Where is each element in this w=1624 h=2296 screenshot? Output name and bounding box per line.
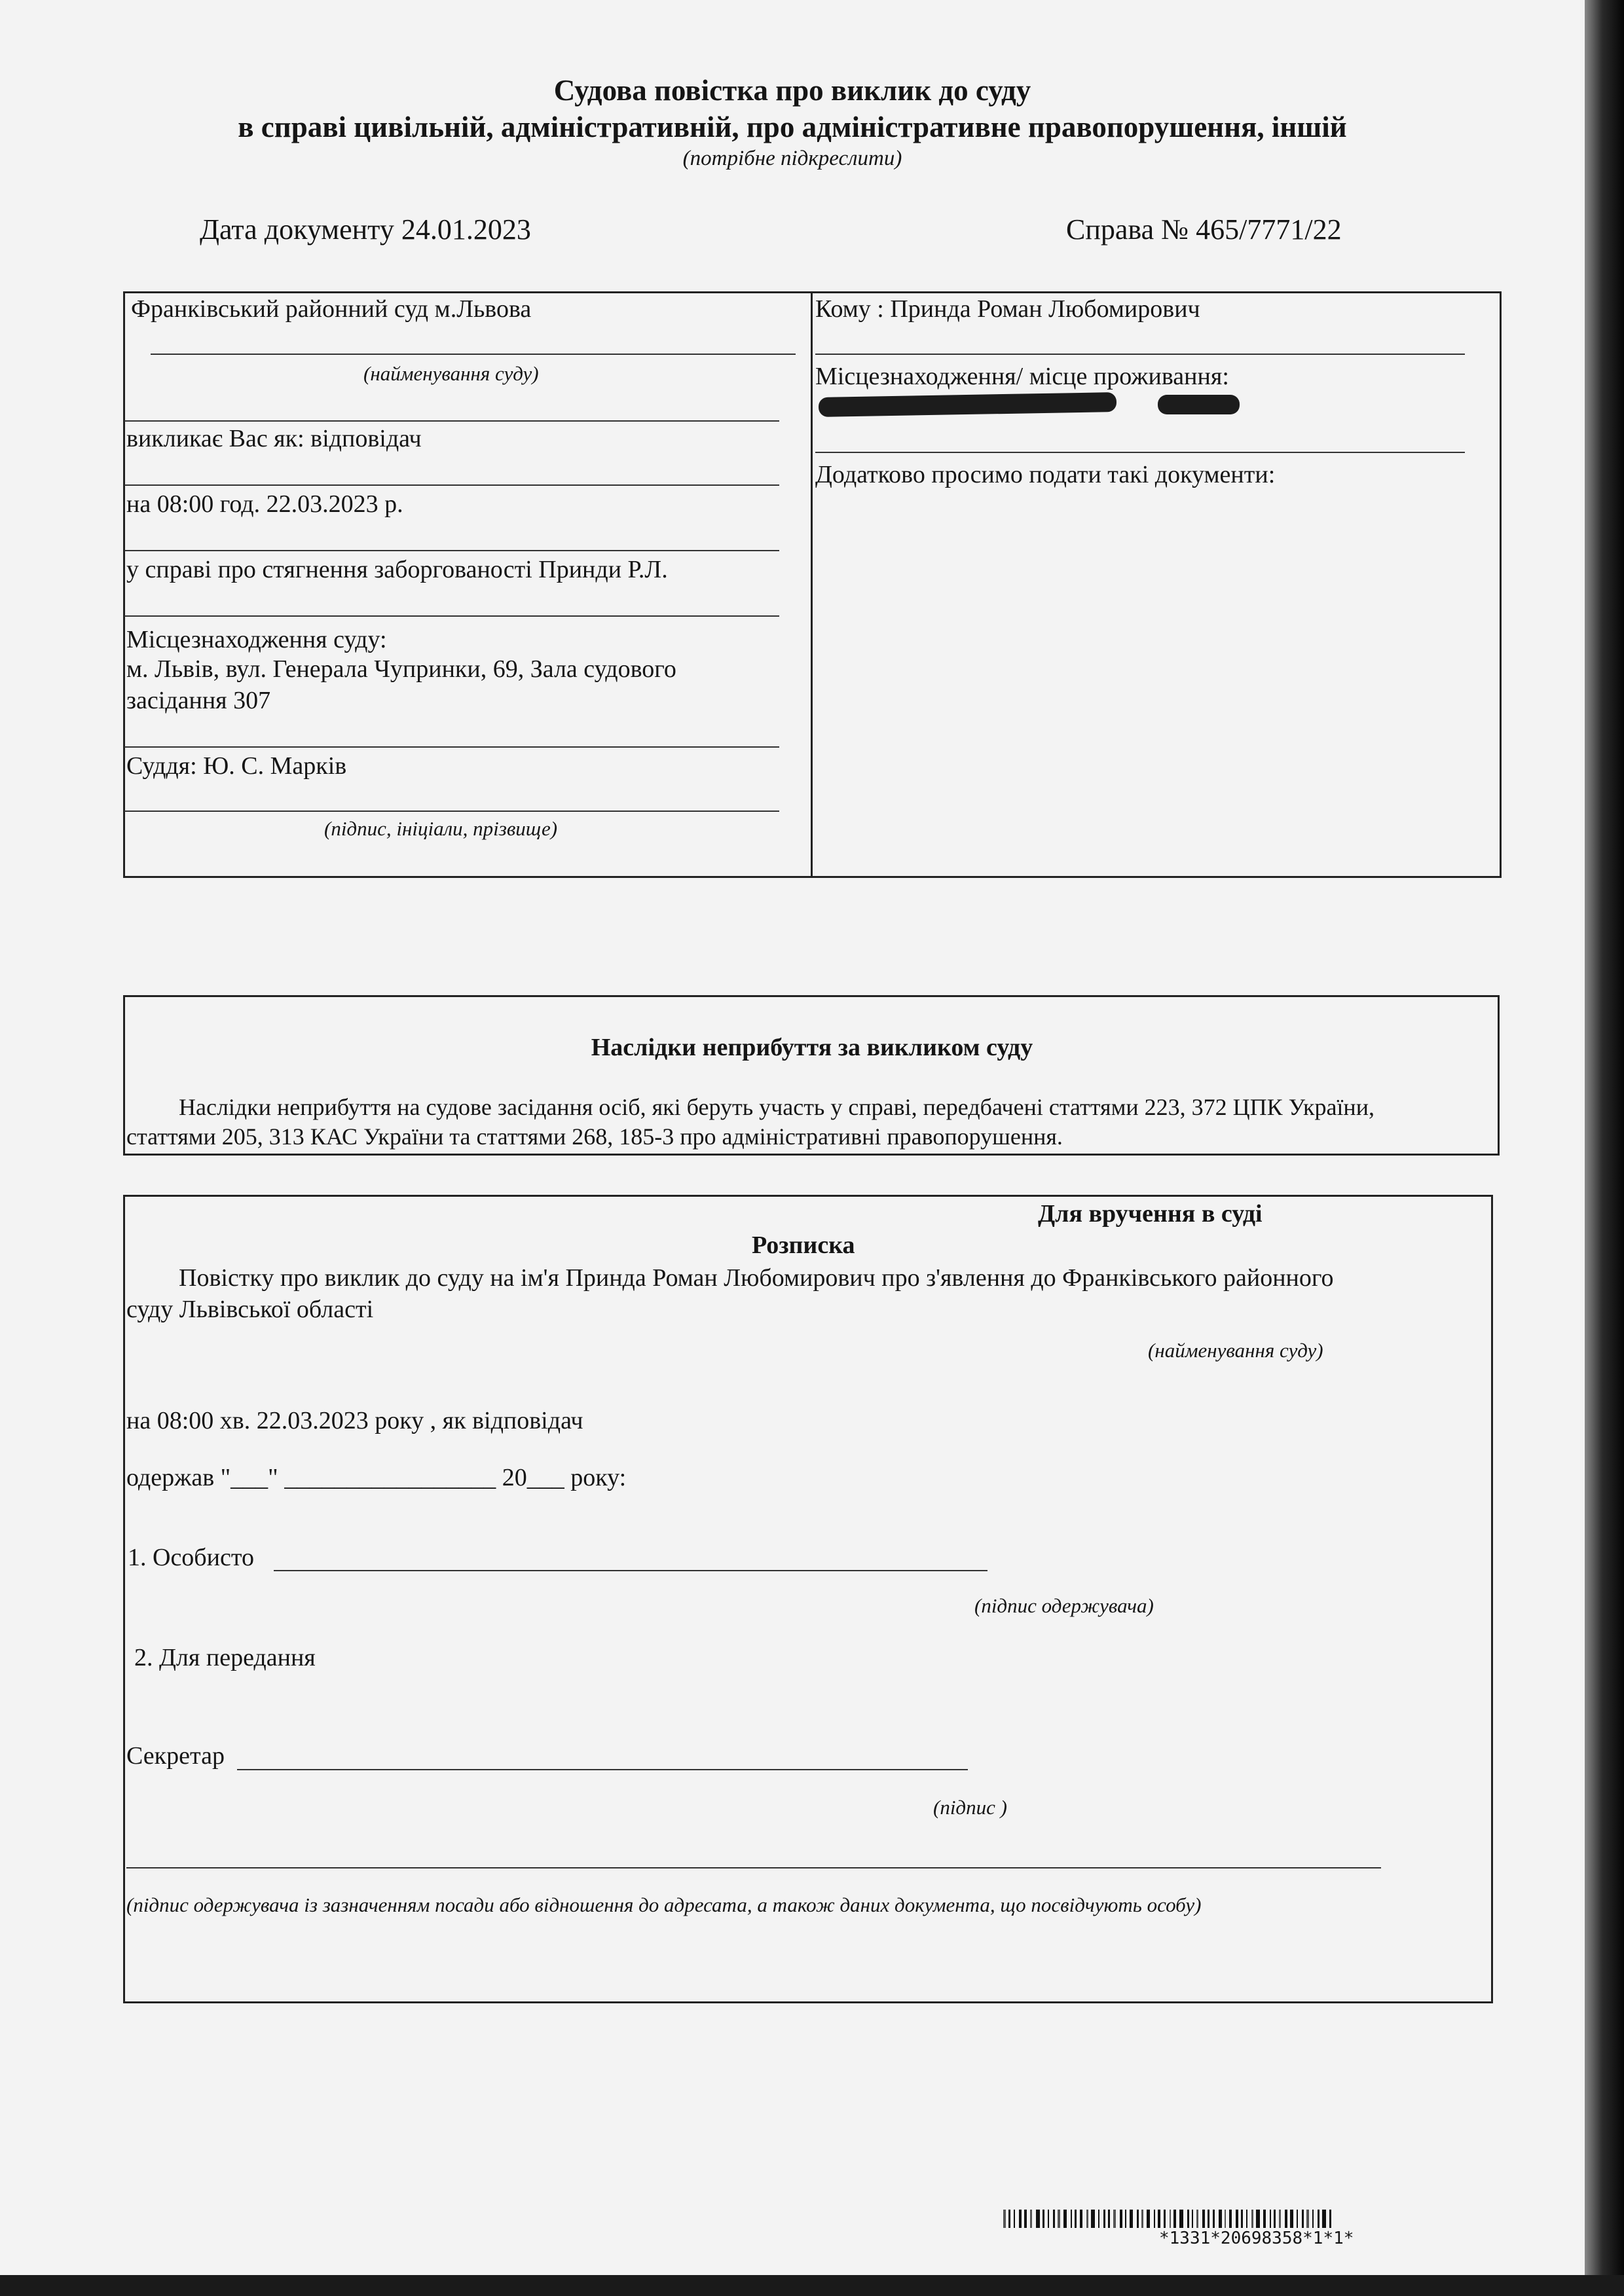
- divider: [124, 811, 779, 812]
- barcode-bar: [1173, 2210, 1176, 2228]
- divider: [124, 420, 779, 422]
- barcode-bar: [1063, 2210, 1067, 2228]
- barcode-bar: [1141, 2210, 1143, 2228]
- barcode-bar: [1147, 2210, 1150, 2228]
- barcode-bar: [1322, 2210, 1326, 2228]
- consequences-text-line2: статтями 205, 313 КАС України та статтями 268, 185-3 про адміністративні правопорушення.: [126, 1123, 1063, 1150]
- barcode-bar: [1098, 2210, 1099, 2228]
- barcode-bar: [1080, 2210, 1082, 2228]
- barcode-bar: [1158, 2210, 1160, 2228]
- barcode-bar: [1229, 2210, 1232, 2228]
- judge-signature-caption: (підпис, ініціали, прізвище): [324, 817, 558, 840]
- barcode-bar: [1213, 2210, 1215, 2228]
- receipt-secretary: Секретар: [126, 1742, 225, 1770]
- barcode-bar: [1130, 2210, 1133, 2228]
- document-subtitle: в справі цивільній, адміністративній, про адміністративне правопорушення, іншій: [238, 111, 1347, 143]
- divider: [124, 746, 779, 748]
- receipt-footer-caption: (підпис одержувача із зазначенням посади або відношення до адресата, а також даних документа, що посвідчують особу): [126, 1893, 1202, 1916]
- recipient-address-label: Місцезнаходження/ місце проживання:: [815, 363, 1229, 390]
- barcode-bar: [1170, 2210, 1171, 2228]
- judge-name: Суддя: Ю. С. Марків: [126, 752, 347, 780]
- barcode-bar: [1312, 2210, 1314, 2228]
- barcode-bar: [1120, 2210, 1122, 2228]
- barcode-bar: [1137, 2210, 1139, 2228]
- divider: [815, 354, 1465, 355]
- scan-bottom-edge: [0, 2275, 1624, 2296]
- hearing-time: на 08:00 год. 22.03.2023 р.: [126, 490, 403, 518]
- divider: [151, 354, 796, 355]
- barcode-bar: [1154, 2210, 1155, 2228]
- signature-line: [237, 1769, 968, 1770]
- title-note: (потрібне підкреслити): [682, 147, 902, 170]
- barcode-bar: [1274, 2210, 1276, 2228]
- barcode-bar: [1187, 2210, 1189, 2228]
- secretary-signature-caption: (підпис ): [933, 1796, 1007, 1819]
- barcode-bar: [1202, 2210, 1205, 2228]
- divider: [815, 452, 1465, 453]
- court-name: Франківський районний суд м.Львова: [131, 295, 532, 323]
- barcode-bar: [1019, 2210, 1022, 2228]
- barcode-bar: [1251, 2210, 1253, 2228]
- barcode-bar: [1290, 2210, 1293, 2228]
- barcode-bar: [1208, 2210, 1209, 2228]
- barcode-bar: [1241, 2210, 1243, 2228]
- receipt-transfer: 2. Для передання: [134, 1644, 316, 1671]
- barcode-bar: [1113, 2210, 1116, 2228]
- barcode-bar: [1263, 2210, 1266, 2228]
- receipt-time: на 08:00 хв. 22.03.2023 року , як відповідач: [126, 1407, 583, 1434]
- barcode-bar: [1125, 2210, 1126, 2228]
- divider: [124, 550, 779, 551]
- barcode-bar: [1285, 2210, 1287, 2228]
- signature-line: [274, 1570, 987, 1571]
- column-divider: [811, 291, 813, 878]
- barcode-bar: [1103, 2210, 1105, 2228]
- for-court-delivery: Для вручення в суді: [1038, 1200, 1263, 1228]
- case-subject: у справі про стягнення заборгованості Принди Р.Л.: [126, 556, 668, 583]
- consequences-heading: Наслідки неприбуття за викликом суду: [591, 1034, 1033, 1061]
- barcode-bar: [1219, 2210, 1222, 2228]
- barcode-bar: [1279, 2210, 1281, 2228]
- barcode-bar: [1329, 2210, 1331, 2228]
- court-location-label: Місцезнаходження суду:: [126, 626, 387, 653]
- barcode-bar: [1236, 2210, 1238, 2228]
- court-name-caption: (найменування суду): [363, 362, 539, 385]
- summons-role: викликає Вас як: відповідач: [126, 425, 422, 452]
- barcode-bar: [1048, 2210, 1049, 2228]
- barcode-bar: [1164, 2210, 1166, 2228]
- receipt-court-caption: (найменування суду): [1148, 1339, 1323, 1362]
- recipient-name: Кому : Принда Роман Любомирович: [815, 295, 1200, 323]
- barcode-bar: [1075, 2210, 1077, 2228]
- barcode-bar: [1008, 2210, 1010, 2228]
- divider: [124, 484, 779, 486]
- receipt-received-date: одержав "___" _________________ 20___ року:: [126, 1464, 627, 1491]
- barcode-bar: [1297, 2210, 1298, 2228]
- case-number: Справа № 465/7771/22: [1066, 213, 1342, 246]
- consequences-text-line1: Наслідки неприбуття на судове засідання осіб, які беруть участь у справі, передбачені статтями 223, 372 ЦПК України,: [179, 1094, 1375, 1120]
- barcode-bar: [1302, 2210, 1304, 2228]
- barcode-bar: [1196, 2210, 1198, 2228]
- barcode-bar: [1071, 2210, 1072, 2228]
- barcode-bar: [1053, 2210, 1055, 2228]
- barcode-bar: [1306, 2210, 1309, 2228]
- document-title: Судова повістка про виклик до суду: [553, 74, 1031, 107]
- barcode-bar: [1179, 2210, 1183, 2228]
- recipient-signature-caption: (підпис одержувача): [974, 1594, 1154, 1617]
- divider: [124, 615, 779, 617]
- barcode-bar: [1030, 2210, 1032, 2228]
- barcode-bar: [1270, 2210, 1271, 2228]
- barcode-text: *1331*20698358*1*1*: [1159, 2229, 1354, 2248]
- barcode-bar: [1091, 2210, 1095, 2228]
- barcode-bar: [1043, 2210, 1044, 2228]
- barcode-bar: [1318, 2210, 1320, 2228]
- barcode-bar: [1108, 2210, 1110, 2228]
- receipt-personal: 1. Особисто: [128, 1544, 254, 1571]
- scan-edge-shadow: [1585, 0, 1624, 2296]
- barcode-bar: [1036, 2210, 1040, 2228]
- receipt-heading: Розписка: [752, 1231, 855, 1259]
- signature-line: [126, 1867, 1381, 1868]
- receipt-text-line1: Повістку про виклик до суду на ім'я Принда Роман Любомирович про з'явлення до Франківського районного: [179, 1264, 1334, 1292]
- court-address-line1: м. Львів, вул. Генерала Чупринки, 69, Зала судового: [126, 655, 676, 683]
- barcode-bar: [1192, 2210, 1193, 2228]
- barcode-bar: [1024, 2210, 1027, 2228]
- barcode-bar: [1058, 2210, 1060, 2228]
- receipt-text-line2: суду Львівської області: [126, 1296, 374, 1323]
- barcode: [1003, 2210, 1498, 2228]
- additional-documents-label: Додатково просимо подати такі документи:: [815, 461, 1276, 488]
- barcode-bar: [1086, 2210, 1088, 2228]
- court-address-line2: засідання 307: [126, 687, 271, 714]
- barcode-bar: [1003, 2210, 1006, 2228]
- redacted-address-part: [1158, 395, 1240, 414]
- barcode-bar: [1246, 2210, 1247, 2228]
- barcode-bar: [1256, 2210, 1260, 2228]
- barcode-bar: [1225, 2210, 1226, 2228]
- barcode-bar: [1014, 2210, 1015, 2228]
- document-date: Дата документу 24.01.2023: [200, 213, 531, 246]
